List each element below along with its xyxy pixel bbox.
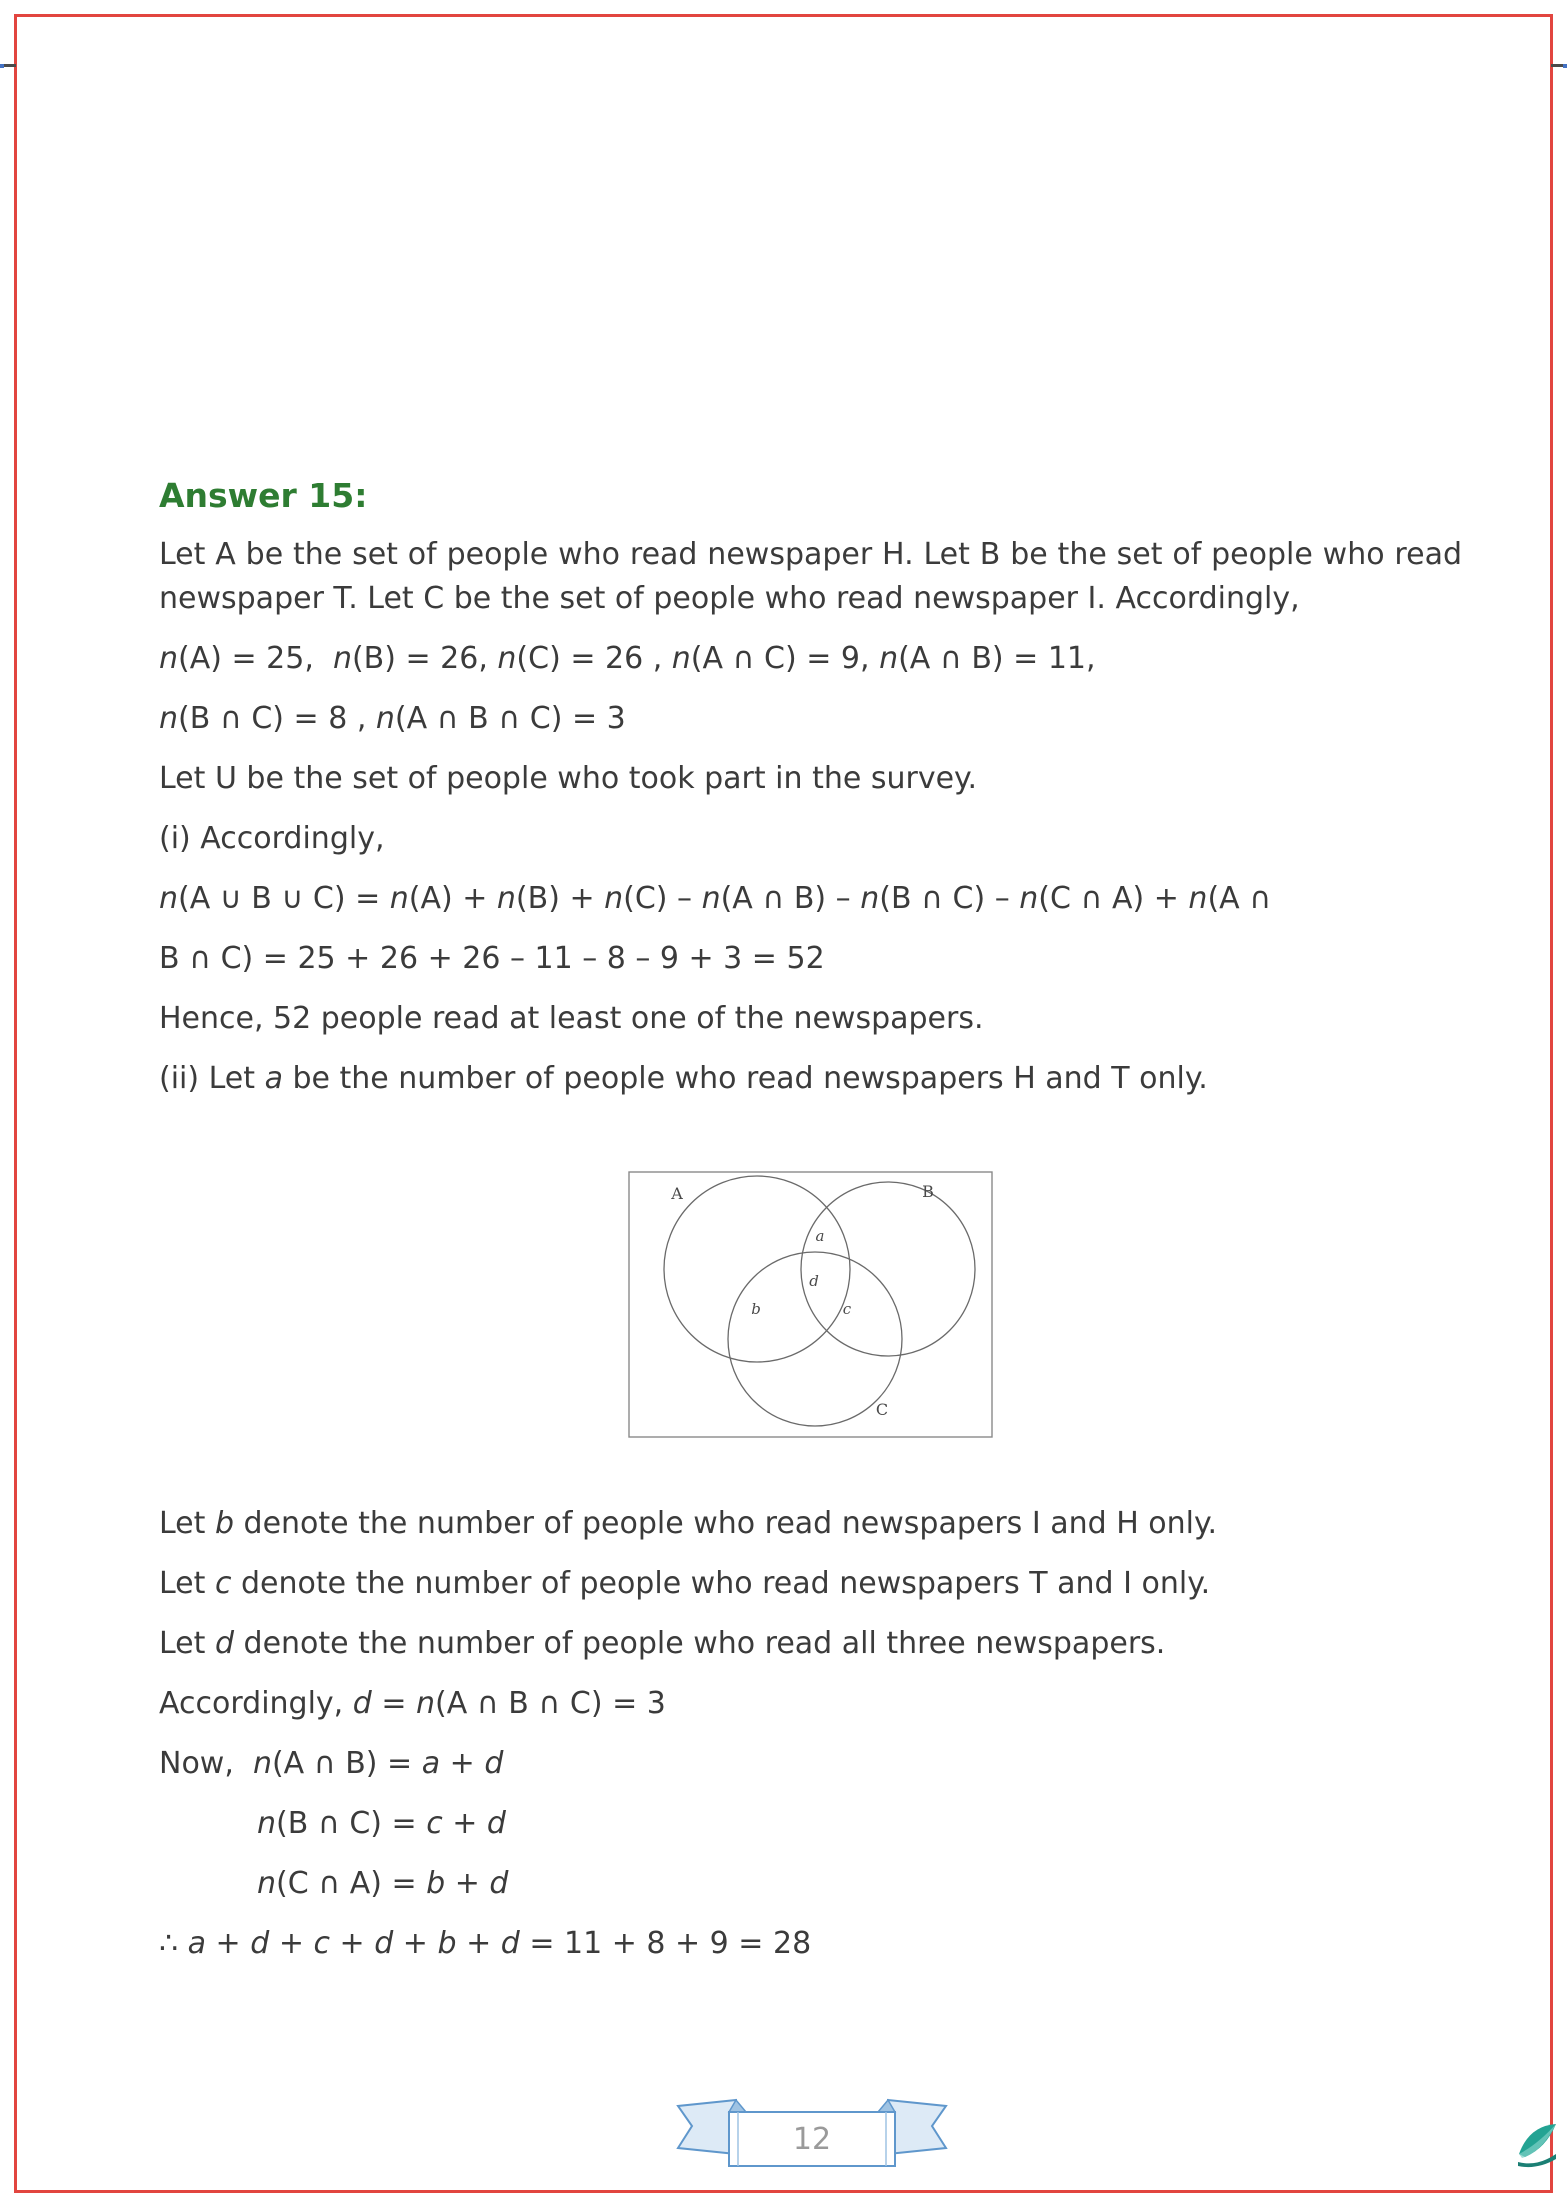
equation-line-counts-1: n(A) = 25, n(B) = 26, n(C) = 26 , n(A ∩ C) = 9, n(A ∩ B) = 11, (159, 641, 1096, 676)
venn-region-label-a: a (815, 1227, 825, 1245)
venn-set-label-b: B (922, 1182, 934, 1201)
ribbon-left-tail (678, 2100, 736, 2154)
brand-logo-icon (1514, 2120, 1560, 2170)
registration-dot-right (1563, 64, 1567, 68)
let-b-line: Let b denote the number of people who read newspapers I and H only. (159, 1506, 1217, 1541)
let-d-line: Let d denote the number of people who read all three newspapers. (159, 1626, 1166, 1661)
page-number: 12 (792, 2122, 832, 2157)
venn-diagram (628, 1171, 993, 1438)
brand-logo (1514, 2120, 1560, 2170)
hence-line: Hence, 52 people read at least one of the newspapers. (159, 1001, 984, 1036)
document-content (159, 473, 1462, 1982)
crop-mark-top-right (1551, 64, 1563, 67)
now-ab-line: Now, n(A ∩ B) = a + d (159, 1746, 504, 1781)
page-number-ribbon (672, 2090, 952, 2172)
ribbon-right-tail (888, 2100, 946, 2154)
venn-region-label-b: b (751, 1300, 761, 1318)
venn-diagram-svg (628, 1171, 993, 1438)
venn-set-label-a: A (671, 1184, 683, 1203)
union-equation-line-1: n(A ∪ B ∪ C) = n(A) + n(B) + n(C) – n(A ∩ B) – n(B ∩ C) – n(C ∩ A) + n(A ∩ (159, 881, 1272, 916)
ca-line: n(C ∩ A) = b + d (257, 1866, 509, 1901)
therefore-line: ∴ a + d + c + d + b + d = 11 + 8 + 9 = 28 (159, 1926, 812, 1961)
intro-paragraph: Let A be the set of people who read newspaper H. Let B be the set of people who read newspaper T. Let C be the set of people who read newspaper I. Accordingly, (159, 537, 1462, 616)
bc-line: n(B ∩ C) = c + d (257, 1806, 506, 1841)
part-ii-label: (ii) Let a be the number of people who read newspapers H and T only. (159, 1061, 1208, 1096)
venn-region-label-c: c (842, 1300, 852, 1318)
let-c-line: Let c denote the number of people who read newspapers T and I only. (159, 1566, 1211, 1601)
union-equation-line-2: B ∩ C) = 25 + 26 + 26 – 11 – 8 – 9 + 3 = 52 (159, 941, 825, 976)
crop-mark-top-left (4, 64, 16, 67)
venn-region-label-d: d (809, 1272, 819, 1290)
part-i-label: (i) Accordingly, (159, 821, 385, 856)
survey-line: Let U be the set of people who took part in the survey. (159, 761, 978, 796)
ribbon-banner-icon (672, 2090, 952, 2172)
accordingly-d-line: Accordingly, d = n(A ∩ B ∩ C) = 3 (159, 1686, 666, 1721)
equation-line-counts-2: n(B ∩ C) = 8 , n(A ∩ B ∩ C) = 3 (159, 701, 626, 736)
registration-dot-left (0, 64, 4, 68)
venn-set-label-c: C (875, 1400, 889, 1419)
answer-heading: Answer 15: (159, 476, 368, 515)
